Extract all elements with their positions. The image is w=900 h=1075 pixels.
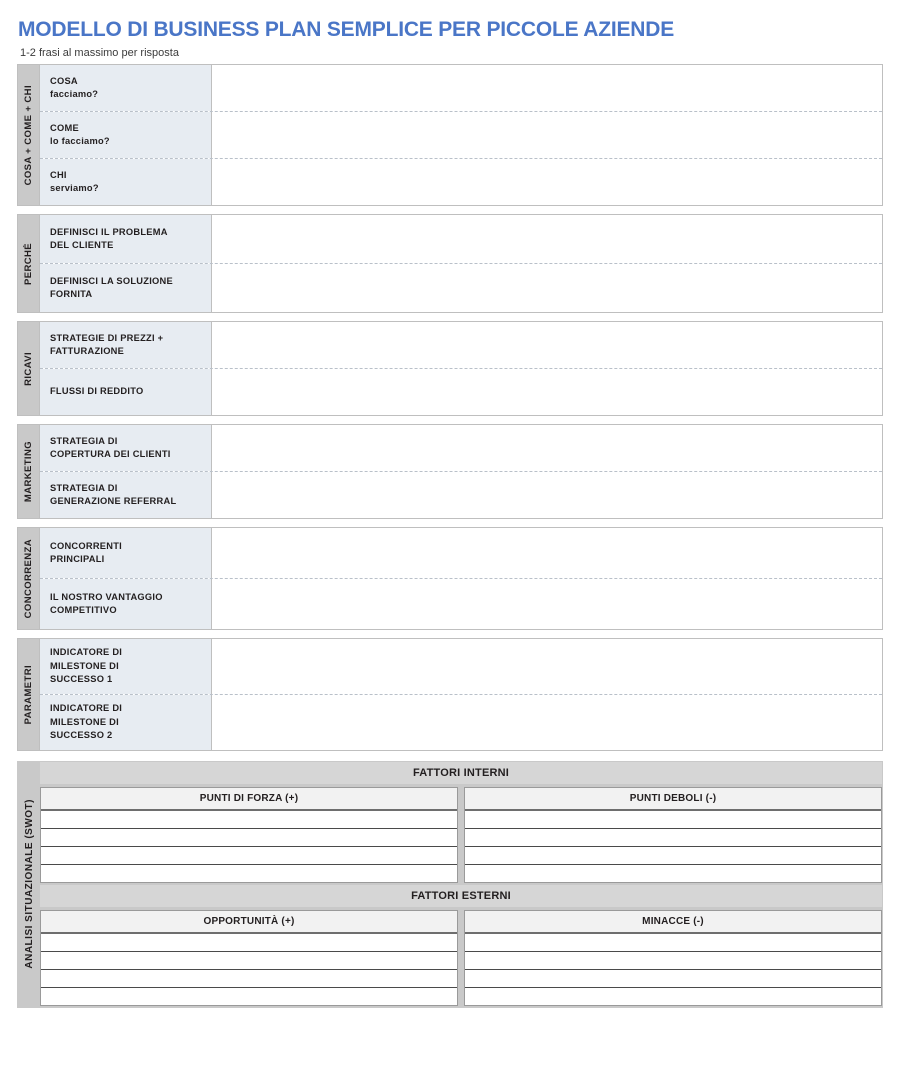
row-label-chi: [40, 159, 212, 205]
answer-field-problema-cliente[interactable]: [212, 215, 882, 263]
section-rows: [40, 322, 882, 415]
form-row: [40, 528, 882, 579]
section-rows: [40, 528, 882, 629]
section-label-text: PERCHÉ: [23, 242, 34, 285]
swot-quadrant-row-esterni: [40, 909, 882, 1006]
form-row: [40, 264, 882, 312]
swot-quadrant-minacce: [464, 910, 882, 1006]
swot-entry-line[interactable]: [465, 952, 881, 970]
row-label-text: COME lo facciamo?: [50, 122, 110, 147]
row-label-problema-cliente: [40, 215, 212, 263]
page-subtitle: 1-2 frasi al massimo per risposta: [20, 47, 179, 60]
row-label-text: STRATEGIA DI COPERTURA DEI CLIENTI: [50, 435, 171, 460]
answer-field-vantaggio-competitivo[interactable]: [212, 579, 882, 629]
swot-entry-line[interactable]: [41, 970, 457, 988]
swot-entry-line[interactable]: [41, 847, 457, 865]
swot-heading-punti-di-forza: PUNTI DI FORZA (+): [41, 788, 457, 811]
form-row: [40, 639, 882, 695]
form-row: [40, 112, 882, 159]
answer-field-soluzione-fornita[interactable]: [212, 264, 882, 312]
answer-field-milestone-1[interactable]: [212, 639, 882, 694]
answer-field-chi[interactable]: [212, 159, 882, 205]
swot-entry-line[interactable]: [465, 811, 881, 829]
page-header: [0, 0, 900, 59]
section-vertical-label-ricavi: [18, 322, 40, 415]
swot-banner-fattori-interni: FATTORI INTERNI: [40, 762, 882, 786]
answer-field-concorrenti-principali[interactable]: [212, 528, 882, 578]
form-row: [40, 695, 882, 750]
form-row: [40, 322, 882, 369]
section-label-text: PARAMETRI: [23, 664, 34, 725]
swot-entry-line[interactable]: [41, 952, 457, 970]
section-parametri: [17, 638, 883, 751]
swot-banner-fattori-esterni: FATTORI ESTERNI: [40, 885, 882, 909]
row-label-text: DEFINISCI IL PROBLEMA DEL CLIENTE: [50, 226, 168, 251]
swot-heading-minacce: MINACCE (-): [465, 911, 881, 934]
row-label-text: CHI serviamo?: [50, 169, 99, 194]
section-rows: [40, 215, 882, 312]
row-label-text: STRATEGIE DI PREZZI + FATTURAZIONE: [50, 332, 164, 357]
section-rows: [40, 425, 882, 518]
swot-entry-line[interactable]: [41, 811, 457, 829]
row-label-strategie-prezzi: [40, 322, 212, 368]
form-row: [40, 369, 882, 415]
swot-entry-line[interactable]: [465, 829, 881, 847]
section-label-text: MARKETING: [23, 441, 34, 503]
row-label-text: FLUSSI DI REDDITO: [50, 386, 144, 397]
swot-entry-line[interactable]: [465, 865, 881, 882]
answer-field-generazione-referral[interactable]: [212, 472, 882, 518]
row-label-vantaggio-competitivo: [40, 579, 212, 629]
row-label-text: IL NOSTRO VANTAGGIO COMPETITIVO: [50, 591, 163, 616]
section-marketing: [17, 424, 883, 519]
row-label-text: STRATEGIA DI GENERAZIONE REFERRAL: [50, 482, 177, 507]
row-label-copertura-clienti: [40, 425, 212, 471]
section-concorrenza: [17, 527, 883, 630]
page-title: MODELLO DI BUSINESS PLAN SEMPLICE PER PICCOLE AZIENDE: [18, 18, 675, 41]
swot-quadrant-punti-di-forza: [40, 787, 458, 883]
form-row: [40, 425, 882, 472]
answer-field-come[interactable]: [212, 112, 882, 158]
answer-field-copertura-clienti[interactable]: [212, 425, 882, 471]
row-label-text: COSA facciamo?: [50, 75, 99, 100]
business-plan-form: [17, 64, 883, 751]
swot-entry-line[interactable]: [41, 934, 457, 952]
answer-field-flussi-reddito[interactable]: [212, 369, 882, 415]
swot-vertical-label: [18, 762, 40, 1006]
swot-entry-line[interactable]: [465, 934, 881, 952]
swot-entry-line[interactable]: [465, 988, 881, 1005]
form-row: [40, 472, 882, 518]
row-label-concorrenti-principali: [40, 528, 212, 578]
row-label-cosa: [40, 65, 212, 111]
swot-label-text: ANALISI SITUAZIONALE (SWOT): [23, 799, 35, 969]
row-label-generazione-referral: [40, 472, 212, 518]
row-label-milestone-2: [40, 695, 212, 750]
form-row: [40, 215, 882, 264]
section-label-text: CONCORRENZA: [23, 538, 34, 619]
section-vertical-label-parametri: [18, 639, 40, 750]
swot-quadrant-opportunita: [40, 910, 458, 1006]
section-vertical-label-cosa-come-chi: [18, 65, 40, 205]
answer-field-cosa[interactable]: [212, 65, 882, 111]
swot-entry-line[interactable]: [41, 829, 457, 847]
answer-field-strategie-prezzi[interactable]: [212, 322, 882, 368]
swot-quadrant-row-interni: [40, 786, 882, 883]
section-label-text: COSA + COME + CHI: [23, 84, 34, 186]
row-label-come: [40, 112, 212, 158]
row-label-milestone-1: [40, 639, 212, 694]
swot-analysis-section: [17, 761, 883, 1008]
swot-body: [40, 762, 882, 1006]
row-label-flussi-reddito: [40, 369, 212, 415]
form-row: [40, 579, 882, 629]
answer-field-milestone-2[interactable]: [212, 695, 882, 750]
section-rows: [40, 639, 882, 750]
section-perche: [17, 214, 883, 313]
section-vertical-label-perche: [18, 215, 40, 312]
row-label-text: DEFINISCI LA SOLUZIONE FORNITA: [50, 275, 173, 300]
swot-entry-line[interactable]: [465, 970, 881, 988]
section-rows: [40, 65, 882, 205]
swot-entry-line[interactable]: [465, 847, 881, 865]
row-label-text: INDICATORE DI MILESTONE DI SUCCESSO 2: [50, 703, 123, 741]
row-label-text: CONCORRENTI PRINCIPALI: [50, 540, 122, 565]
section-vertical-label-concorrenza: [18, 528, 40, 629]
form-row: [40, 159, 882, 205]
section-cosa-come-chi: [17, 64, 883, 206]
swot-heading-opportunita: OPPORTUNITÀ (+): [41, 911, 457, 934]
swot-entry-line[interactable]: [41, 865, 457, 882]
form-row: [40, 65, 882, 112]
section-vertical-label-marketing: [18, 425, 40, 518]
swot-quadrant-punti-deboli: [464, 787, 882, 883]
row-label-soluzione-fornita: [40, 264, 212, 312]
row-label-text: INDICATORE DI MILESTONE DI SUCCESSO 1: [50, 647, 123, 685]
swot-heading-punti-deboli: PUNTI DEBOLI (-): [465, 788, 881, 811]
swot-entry-line[interactable]: [41, 988, 457, 1005]
section-ricavi: [17, 321, 883, 416]
section-label-text: RICAVI: [23, 351, 34, 386]
